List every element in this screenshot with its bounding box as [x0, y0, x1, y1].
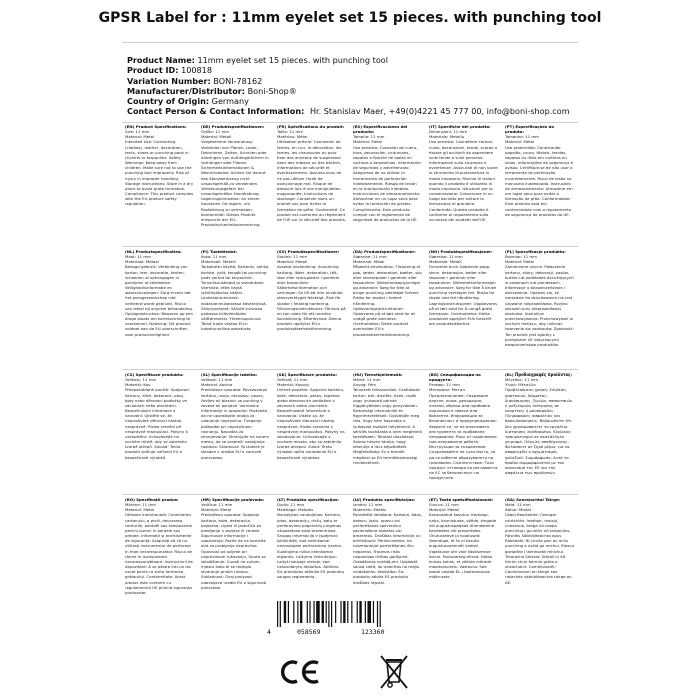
barcode-digits-left-group: 058569: [297, 628, 321, 636]
lang-material: Υλικό: Μέταλλο: [505, 382, 536, 388]
lang-material: Materiāls: Metāls: [353, 507, 387, 513]
crossed-out-wheelie-bin-icon: [377, 652, 411, 692]
lang-description: Beoogd gebruik: Verbinding van karton, leer, decoratie, tenten, schoenen of ophangogen in gordijnen of zeildoeken. Veiligheidsinformatie en waarschuwingen: Zorg ervoor dat het ponsgereedschap niet verkeerd wordt gebruikt. Risico van letsel bij onjuiste behandeling. Opslaginstructies: Bewaren op een droge plaats om korrelvorming te voorkomen. Naleving: Dit product voldoet aan de EU-voorschriften voor productveiligheid.: [125, 264, 194, 337]
lang-description: Tarkoitettu käyttö: Kartonki, nahka, koriste, vyöt, kengät tai punching pads verhot tai tarpaulinit. Turvallisuustiedot ja varoitukset: Varmista, ettet käytä lyöntityökalua väärin. Loukkaantumisriski epäasianmukaisessa käsittelyssä. Säilytysohjeet: Säilytä kuivassa paikassa kiiltoilmiöiden välttämiseksi. Yhteensopivuus: Tämä tuote vastaa EU:n tuoteturvallisuusasetusta.: [201, 264, 270, 332]
grid-divider-1: [122, 246, 578, 247]
lang-material: Materiale: Metal: [353, 259, 385, 265]
lang-block-de: [198, 124, 274, 227]
lang-description: Utilizare intenționată: Conectarea cartonului, a pielii, decorarea, centurile, pantofii sau tampoanele pentru pumni în perdele sau prelate. Informații și avertismente de siguranță: Asigurați-vă că nu utilizați instrumentul de perforare în mod necorespunzător. Riscul de rănire în manipularea necorespunzătoare. Instrucțiuni de depozitare: A se păstra într-un loc uscat pentru a evita formarea grătarului. Conformitate: Acest produs este conform cu regulamentul UE privind siguranța produselor.: [125, 512, 193, 595]
ce-mark-icon: [278, 658, 322, 686]
barcode-bar: [277, 601, 278, 627]
barcode-digits-right-group: 123360: [361, 628, 385, 636]
lang-description: Påtænkt anvendelse: Tilslutning af pap, læder, dekoration, bælter, sko eller stansepuder i gardiner eller tarpauliner. Sikkerhedsoplysninger og advarsler: Sørg for ikke at bruge punching værktøjet forkert. Risiko for skader i forkert håndtering. Opbevaringsinstruktioner: Opbevares på et tørt sted for at undgå grate dannelse. Overholdelse: Dette produkt overholder EU's produktsikkerhedsforordning.: [353, 264, 422, 337]
info-row: [127, 86, 697, 96]
lang-block-ro: [122, 497, 198, 595]
barcode-bar: [322, 601, 324, 623]
lang-size: Dimensioni: 11 mm: [429, 129, 468, 135]
lang-heading: (ES) Especificaciones del producto:: [353, 124, 408, 135]
language-grid-row-4: [122, 497, 578, 595]
barcode-bars: [275, 601, 425, 627]
barcode-bar: [365, 601, 366, 623]
lang-material: Material: Kovina: [201, 382, 233, 388]
lang-description: Určené použitie: Spojenie kartónu, kože, dekorácie, pásov, topánok alebo dierovacích podložiek v závesoch alebo plachtách. Bezpečnostné informácie a varovania: Uistite sa, že nepoužívate dierovací nástroj nesprávne. Riziko zranenia v nesprávnej manipulácii. Pokyny na skladovanie: Uchovávajte v suchom mieste, aby sa zabránilo tvorbe otrepov. Súlad: Tento výrobok spĺňa nariadenie EÚ o bezpečnosti výrobkov.: [277, 387, 345, 460]
lang-block-el: [502, 372, 578, 480]
barcode-bar: [288, 601, 289, 623]
lang-heading: (EN) Product Specifications:: [125, 124, 187, 129]
info-label: Variation Number:: [127, 75, 211, 86]
page-title: GPSR Label for : 11mm eyelet set 15 pieces. with punching tool: [98, 10, 602, 26]
lang-description: Vorgesehene Verwendung: Verbinden von Planen, Leder, Dekorieren, Zelten, Schuhen oder Anbringen von Aufhängelöchern in Vorhängen oder Planen. Sicherheitsinformationen & Warnhinweise: Achten Sie darauf, das Stanzwerkzeug nicht unsachgemäß zu verwenden. Verletzungsgefahr bei unsachgemäßer Handhabung. Lagerungshinweise: An einem trockenen Ort lagern, um Rostbildung zu vermeiden. Konformität: Dieses Produkt entspricht der EU-Produktsicherheitsverordnung.: [201, 139, 269, 227]
barcode-bar: [380, 601, 381, 627]
lang-heading: (CS) Specifikace produktu:: [125, 372, 184, 377]
lang-material: Ábhar: Miotal: [505, 507, 531, 513]
lang-block-ga: [502, 497, 578, 595]
lang-size: Veličina: 11 mm: [201, 502, 233, 508]
lang-description: Paredzētā lietošana: Kartona, ādas, dekoru, jostu, apavu vai perforēšanas spilventiņu savienošana aizkaros vai brezentos. Drošības informācija un brīdinājumi: Pārliecinieties, ka neizmantojat perforēšanas rīku nepareizi. Traumas risks nepareizas rīcības gadījumā. Glabāšanas norādījumi: Uzglabāt sausā vietā, lai izvairītos no režģu veidošanās. Atbilstība: Šis produkts atbilst ES produktu drošības regulai.: [353, 512, 422, 585]
lang-material: Materiál: Kovový: [277, 382, 310, 388]
info-row: [127, 106, 697, 116]
barcode-bar: [300, 601, 302, 623]
lang-block-sv: [274, 249, 350, 347]
info-value: Germany: [211, 96, 249, 107]
lang-size: Tamanho: 11 mm: [505, 134, 539, 140]
lang-material: Materiaali: Metalli: [201, 259, 236, 265]
lang-block-pt: [502, 124, 578, 227]
language-grid-row-2: [122, 249, 578, 347]
lang-material: Материал: Метал: [429, 387, 465, 393]
barcode-bar: [335, 601, 336, 623]
lang-material: Material: Metal: [353, 139, 383, 145]
lang-heading: (SV) Produktspecifikationer:: [277, 249, 340, 254]
lang-description: Předpokládané použití: Spojovací kartony, kůže, dekorace, pásy, boty nebo děrovací podložky ve záclonách nebo plachtách. Bezpečnostní informace a varování: Ujistěte se, že nepoužíváte děrovací nástroj nesprávně. Riziko zranění při nesprávné manipulaci. Pokyny k uskladnění: Uchovávejte na suchém místě, aby se zabránilo tvorbě otřepů. Soulad: Tento produkt splňuje nařízení EU o bezpečnosti výrobků.: [125, 387, 190, 460]
barcode-bar: [377, 601, 378, 627]
lang-size: Размер: 11 mm: [429, 382, 460, 388]
barcode-bar: [293, 601, 294, 623]
lang-material: Medžiaga: Metalas: [277, 507, 314, 513]
lang-heading: (GA) Sonraíochtaí Táirge:: [505, 497, 561, 502]
barcode-bar: [328, 601, 329, 627]
lang-material: Material: Metall: [277, 259, 308, 265]
info-label: Product Name:: [127, 55, 195, 65]
lang-heading: (RO) Specificații produs:: [125, 497, 179, 502]
lang-heading: (LT) Produkto specifikacijos:: [277, 497, 339, 502]
lang-description: Predvidena uporaba: Povezovanje kartona, usnja, okraskov, pasov, čevljev ali blazinic za punking v zavese ali ponjave. Varnostne informacije in opozorila: Poskrbite, da ne uporabljate orodja za udarjanje nepravilno. Tveganje poškodbe pri nepravilnem ravnanju. Navodila za shranjevanje: Shranjujte na suhem mestu, da se prepreči nastajanje raziskav. Skladnost: Ta izdelek je skladen z uredbo EU o varnosti proizvodov.: [201, 387, 269, 460]
lang-heading: (LV) Produkta specifikācijas:: [353, 497, 416, 502]
lang-block-en: [122, 124, 198, 227]
info-value: BONI-78162: [213, 75, 263, 86]
lang-description: Forventet bruk: Koblende papp, skinn, dekorasjon, belter eller skoputer i gardiner eller tarpauliner. Sikkerhetsinformasjon og advarsler: Sørg for ikke å bruke punching verktøyet feil. Risiko for skade ved feil håndtering. Lagringsinstruksjoner: Oppbevares på et tørt sted for å unngå grate formasjon. Overholdelse: Dette produktet oppfyller EUs forskrift om produktsikkerhet.: [429, 264, 497, 327]
lang-block-es: [350, 124, 426, 227]
info-row: [127, 55, 697, 65]
barcode-bar: [297, 601, 298, 623]
lang-block-et: [426, 497, 502, 595]
lang-heading: (NO) Produktspesifikasjoner:: [429, 249, 493, 254]
lang-material: Material: Metal: [125, 134, 155, 140]
lang-block-hr: [198, 497, 274, 595]
lang-size: Size: 11 mm: [125, 129, 150, 135]
barcode-bar: [359, 601, 361, 623]
lang-heading: (PL) Specyfikacje produktu:: [505, 249, 566, 254]
barcode-bar: [373, 601, 374, 623]
lang-description: Uso previsto: Connettere cartoni, cuoio, decorazioni, tende, scarpe o fissare gli occhielli da appendere sulle tende o sulle persiane. Informazioni sulla sicurezza e avvertenze: Assicurati di non usare lo strumento di punzonatura in modo improprio. Rischio di lesioni quando il prodotto è utilizzato in modo improprio. Istruzioni per la conservazione: Conservare in un luogo asciutto per evitare la formazione di grandine. Conformità: Questo prodotto è conforme al regolamento sulla sicurezza dei prodotti dell'UE.: [429, 139, 498, 222]
lang-size: Maat: 11 mm: [125, 254, 151, 260]
lang-block-bg: [426, 372, 502, 480]
lang-material: Matériau: Métal: [277, 134, 308, 140]
lang-material: Materjal: Metall: [429, 507, 460, 513]
lang-size: Tamaño: 11 mm: [353, 134, 385, 140]
lang-description: Predviđena uporaba: Spajanje kartona, kože, dekoracija, pojaseva, cipela ili jastučića za probijanje u zavjese ili cerade. Sigurnosne informacije i upozorenja: Pazite da ne koristite alat za probijanje nepravilno. Opasnost od ozljede pri nepravilnom rukovanju. Upute za skladištenje: Čuvati na suhom mjestu kako bi se izbjeglo stvaranje grubih rubova. Sukladnost: Ovaj proizvod udovoljava uredbi EU o sigurnosti proizvoda.: [201, 512, 267, 590]
lang-size: Méret: 11 mm: [353, 377, 381, 383]
lang-block-lt: [274, 497, 350, 595]
lang-heading: (FI) Tuotetiedot:: [201, 249, 237, 254]
lang-heading: (PT) Especificações do produto:: [505, 124, 555, 135]
lang-size: Dydis: 11 mm: [277, 502, 305, 508]
barcode-digit-first: 4: [267, 628, 271, 636]
lang-heading: (DA) Produktspecifikationer:: [353, 249, 416, 254]
grid-divider-3: [122, 494, 578, 495]
lang-block-cs: [122, 372, 198, 480]
lang-size: Størrelse: 11 mm: [429, 254, 463, 260]
lang-material: Material: Metal: [505, 139, 535, 145]
lang-heading: (FR) Spécifications du produit:: [277, 124, 345, 129]
lang-material: Anyag: Fém: [353, 382, 377, 388]
lang-block-da: [350, 249, 426, 347]
barcode-bar: [313, 601, 314, 623]
lang-material: Materiale: Metallo: [429, 134, 464, 140]
info-row: [127, 65, 697, 75]
lang-size: Velikost: 11 mm: [201, 377, 233, 383]
info-label: Manufacturer/Distributor:: [127, 85, 246, 96]
info-row: [127, 96, 697, 106]
lang-size: Størrelse: 11 mm: [353, 254, 387, 260]
language-grid-row-3: [122, 372, 578, 480]
barcode-bar: [316, 601, 320, 623]
lang-description: Προβλεπόμενη χρήση: Σύνδεση χαρτονιού, δέρματος, διακόσμησης, ζωνών, παπουτσιών ή μαξιλαριών διάτρησης σε κουρτίνες ή μουσαμάδες. Πληροφορίες ασφαλείας και προειδοποιήσεις: Βεβαιωθείτε ότι δεν χρησιμοποιείτε το εργαλείο διάτρησης λανθασμένα. Κίνδυνος τραυματισμού σε ακατάλληλο χειρισμό. Οδηγίες αποθήκευσης: Φυλάσσετε σε ξηρό μέρος για να αποφευχθεί ο σχηματισμός χαλαζιού. Συμμόρφωση: Αυτό το προϊόν συμμορφώνεται με τον κανονισμό της ΕΕ για την ασφάλεια των προϊόντων.: [505, 387, 572, 475]
lang-material: Materiale: Metall: [429, 259, 462, 265]
lang-size: Méid: 11 mm: [505, 502, 531, 508]
lang-description: Tervezett felhasználás: Csatlakozó karton, bőr, díszítés, övek, cipők vagy lyukasztó párnák függönyökben vagy ponyvákban. Biztonsági információk és figyelmeztetések: Győződjön meg róla, hogy nem használja a lyukasztó eszközt helytelenül. A sérülés kockázata a nem megfelelő kezelésben. Tárolási utasítások: Száraz helyen tárolja, hogy elkerülje a rács képződését. Megfelelőség: Ez a termék megfelel az EU termékbiztonsági rendeletének.: [353, 387, 422, 465]
lang-description: Utilisation prévue: Connexion de tentes, en cuir, la décoration, les tentes, les chaussures ou pour fixer des anneaux de suspension dans des rideaux ou des bâches. Informations de sécurité et avertissements: Assurez-vous de ne pas utiliser l'outil de poinçonnage mal. Risque de blessure lors d'une manipulation inappropriée. Instructions de stockage: Conserver dans un endroit sec pour éviter la formation de grêle. Conformité: Ce produit est conforme au règlement de l'UE sur la sécurité des produits.: [277, 139, 346, 222]
lang-block-sk: [274, 372, 350, 480]
barcode-bar: [347, 601, 348, 623]
lang-size: Koko: 11 mm: [201, 254, 227, 260]
lang-heading: (IT) Specifiche del prodotto:: [429, 124, 491, 129]
barcode-bar: [331, 601, 332, 627]
lang-material: Materiaal: Metaal: [125, 259, 159, 265]
lang-description: Numatytas naudojimas: Kartono, odos, dekoracijų, diržų, batų ar perforavimo pagalvėlių jungimas užuolaidose arba brezentuose. Saugos informacija ir įspėjimai: Įsitikinkite, kad netinkamai nenaudojate perforavimo įrankio. Sužalojimo rizika netinkamai elgiantis. Laikymo instrukcijos: Laikyti sausoje vietoje, kad nesusidarytų atplaišos. Atitiktis: Šis produktas atitinka ES produktų saugos reglamentą.: [277, 512, 345, 580]
lang-material: Material: Metal: [125, 507, 155, 513]
lang-description: Avsedd användning: Anslutning kartong, läder, dekoration, tält, skor eller stansplattor i gardiner eller tarpauliner. Säkerhetsinformation och varningar: Se till att inte använda stansverktyget felaktigt. Risk för skador i felaktig hantering. Förvaringsinstruktioner: Förvara på en torr plats för att undvika kornbildning. Efterlevnad: Denna produkt uppfyller EU:s produktsäkerhetsförordning.: [277, 264, 346, 332]
barcode-bar: [284, 601, 286, 623]
grid-divider-2: [122, 369, 578, 370]
lang-size: Veľkosť: 11 mm: [277, 377, 308, 383]
lang-material: Material: Metall: [201, 134, 232, 140]
lang-description: Intended Use: Connecting (clothes), leather, decoration, tents, shoes or punching pads in (t)shirts or tarpaulins. Safety Warnings: Keep away from children. Make sure not to use the punching tool improperly. Risk of injury in improper handling. Storage Instructions: Store in a dry place to avoid grate formation. Compliance: This product complies with the EU product safety regulation.: [125, 139, 194, 207]
barcode-bar: [307, 601, 308, 623]
barcode-bar: [340, 601, 341, 623]
lang-heading: (NL) Productspecificaties:: [125, 249, 182, 254]
ean-barcode: [267, 601, 425, 637]
lang-size: Storlek: 11 mm: [277, 254, 308, 260]
info-divider: [122, 122, 578, 123]
lang-heading: (DE) Produktspezifikationen:: [201, 124, 265, 129]
barcode-bar: [326, 601, 327, 623]
lang-heading: (EL) Προδιαγραφές προϊόντος:: [505, 372, 572, 377]
lang-description: Kavandatud kasutus: Kartongi, naha, kaunistuste, vööde, kingade või augustuspatjade ühendamine kardinates või presentides. Ohutusteave ja hoiatused: Veenduge, et te ei kasuta augustusvahendit valesti. Vigastuste oht vale käsitsemise korral. Hoiustamisjuhised: Hoida kuivas kohas, et vältida mõrade moodustumist. Vastavus: See toode vastab EL-i tooteohutuse määrusele.: [429, 512, 497, 580]
barcode-bar: [343, 601, 345, 623]
lang-heading: (SL) Specifikacije izdelka:: [201, 372, 258, 377]
lang-block-no: [426, 249, 502, 347]
lang-size: Rozmiar: 11 mm: [505, 254, 538, 260]
lang-material: Materiał: Metal: [505, 259, 535, 265]
product-info-block: [127, 55, 697, 117]
lang-size: Größe: 11 mm: [201, 129, 230, 135]
barcode-bar: [309, 601, 310, 623]
info-value: 11mm eyelet set 15 pieces. with punching tool: [197, 55, 388, 65]
lang-heading: (HR) Specifikacije proizvoda:: [201, 497, 265, 502]
lang-block-fr: [274, 124, 350, 227]
barcode-bar: [351, 601, 352, 623]
lang-description: Úsáid Beartaithe: Ceangal cairtchláir, leathair, maisiú, criosanna, bróga nó ceapa punching i gcuirtíní nó tarpaulins. Faisnéis Sábháilteachta agus Rabhaidh: Bí cinnte gan an uirlis punching a úsáid go míchuí. Riosca gortaithe i láimhseáil mhíchuí. Treoracha Stórála: Stóráil in áit thirim chun foirmiú gráta a sheachaint. Comhlíonadh: Comhlíonann an táirge seo rialachán sábháilteachta táirge an AE.: [505, 512, 574, 585]
lang-block-fi: [198, 249, 274, 347]
info-label: Product ID:: [127, 65, 179, 76]
info-value: 100818: [181, 65, 212, 76]
lang-size: Taille: 11 mm: [277, 129, 304, 135]
lang-size: Μέγεθος: 11 mm: [505, 377, 539, 383]
info-label: Country of Origin:: [127, 96, 210, 107]
header-divider: [122, 42, 578, 43]
lang-description: Zamierzone użycie: Połączenie kartonu, skóry, dekoracji, pasów, butów lub podkładek dziurkujących w zasłonach lub plandekach. Informacje o bezpieczeństwie i ostrzeżenia: Upewnij się, że narzędzie do dziurkowania nie jest używane nieprawidłowo. Ryzyko obrażeń przy nieprawidłowej obsłudze. Instrukcje przechowywania: Przechowywać w suchym miejscu, aby uniknąć tworzenia się zadziorów. Zgodność: Ten produkt jest zgodny z przepisami UE dotyczącymi bezpieczeństwa produktów.: [505, 264, 574, 347]
lang-block-sl: [198, 372, 274, 480]
lang-block-hu: [350, 372, 426, 480]
lang-block-nl: [122, 249, 198, 347]
lang-block-lv: [350, 497, 426, 595]
info-label: Contact Person & Contact Information:: [127, 106, 305, 117]
barcode-bar: [357, 601, 358, 623]
lang-size: Izmērs: 11 mm: [353, 502, 383, 508]
lang-size: Velikost: 11 mm: [125, 377, 157, 383]
lang-description: Uso pretendido: Conectando papelão, couro, têxteis, tendas, sapatos ou ilhós em cortinas ou lonas. Informações de segurança e avisos: Certifique-se de não usar a ferramenta de perfuração incorretamente. Risco de lesão no manuseio inadequado. Instruções de armazenamento: Armazene em um lugar seco para evitar a formação de grão. Conformidade: Este produto está em conformidade com o regulamento de segurança de produtos da UE.: [505, 144, 574, 217]
lang-block-it: [426, 124, 502, 227]
lang-heading: (BG) Спецификации на продукта:: [429, 372, 481, 383]
info-value: Boni-Shop®: [247, 85, 297, 96]
lang-description: Uso previsto: Conexión de cuero, tiras, decoración, cinturones, zapatos o fijación de ojales en cortinas o tarpaulinas. Información de seguridad y advertencias: Asegúrese de no utilizar la herramienta de perforación indebidamente. Riesgo de lesión en la manipulación indebida. Instrucciones de almacenamiento: Almacenar en un lugar seco para evitar la formación de grietas. Cumplimiento: Este producto cumple con el reglamento de seguridad de productos de la UE.: [353, 144, 421, 222]
info-value: Hr. Stanislav Maer, +49(0)4221 45 777 00, info@boni-shop.com: [309, 106, 570, 117]
lang-heading: (HU) Termékjellemzők:: [353, 372, 403, 377]
lang-material: Materijal: Metal: [201, 507, 232, 513]
lang-description: Предназначение: Свързване картон, кожа, декорация, колани, обувки или пробивни подложки в завеси или брезенти. Информация за безопасност и предупреждения: Уверете се, че не използвате инструмента за пробиване неправилно. Риск от нараняване при неправилна работа. Инструкции за съхранение: Съхранявайте на сухо място, за да се избегне образуването на грапавини. Съответствие: Този продукт отговаря на регламента на ЕС за безопасност на продуктите.: [429, 392, 498, 481]
barcode-bar: [280, 601, 281, 627]
barcode-bar: [367, 601, 371, 623]
lang-size: Mărime: 11 mm: [125, 502, 156, 508]
info-row: [127, 76, 697, 86]
lang-material: Materiál: Kov: [125, 382, 151, 388]
lang-heading: (SK) Špecifikácie produktu:: [277, 372, 338, 377]
lang-size: Suurus: 11 mm: [429, 502, 459, 508]
language-grid-row-1: [122, 124, 578, 227]
lang-block-pl: [502, 249, 578, 347]
lang-heading: (ET) Toote spetsifikatsioonid:: [429, 497, 494, 502]
